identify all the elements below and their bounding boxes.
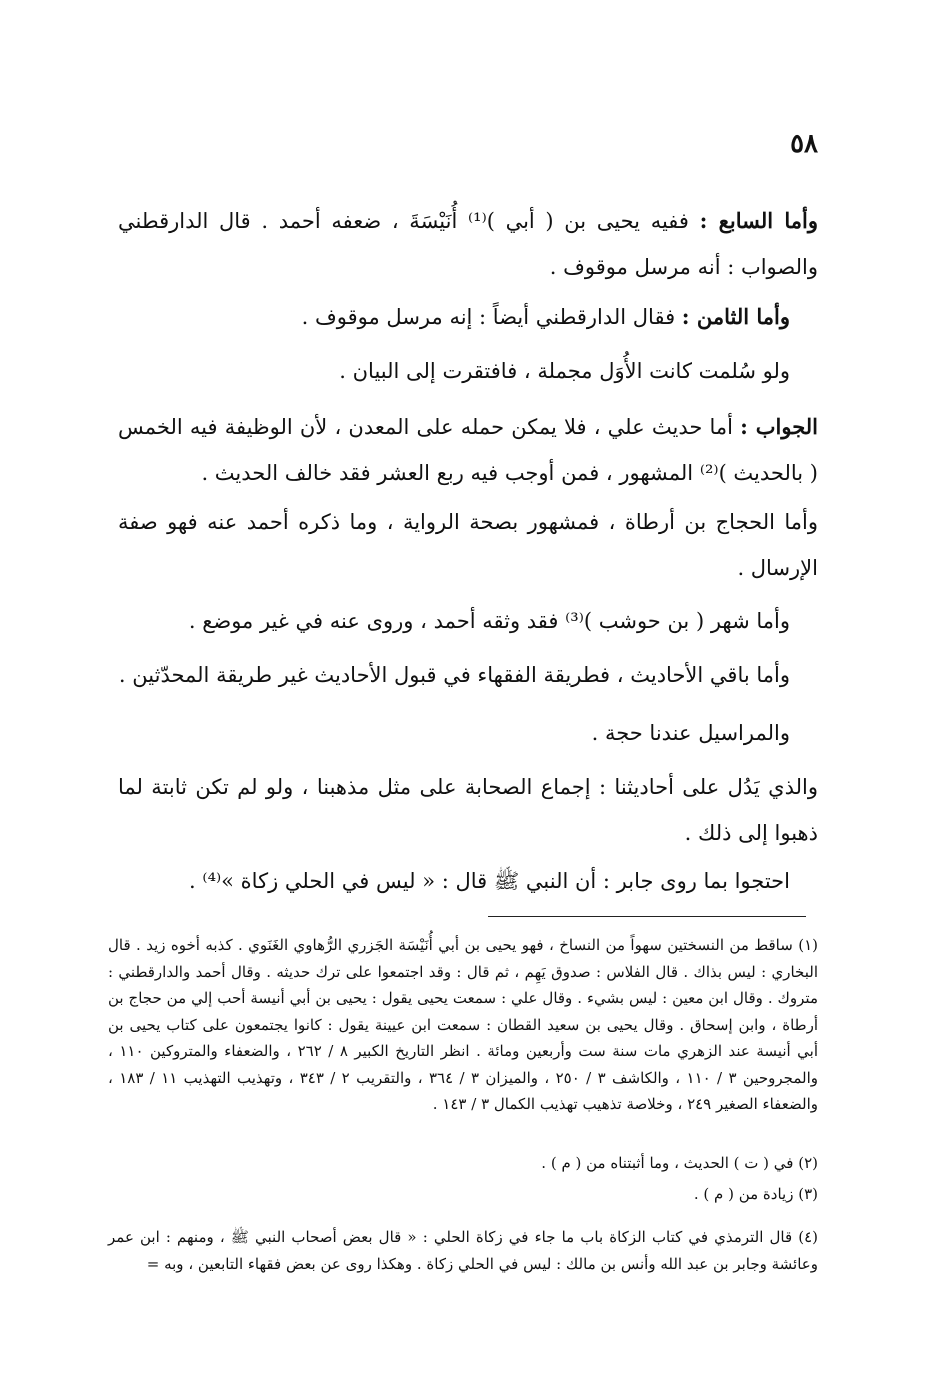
- paragraph-eighth: [118, 294, 818, 340]
- footnote-3: (٣) زيادة من ( م ) .: [693, 1185, 818, 1203]
- paragraph-label: الجواب :: [740, 414, 818, 439]
- footnote-divider: [488, 916, 806, 917]
- footnote-1: (١) ساقط من النسختين سهواً من النساخ ، فهو يحيى بن أبي أُنَيْسَة الجَزري الرُّهاوي الغَنَوي . كذبه أخوه زيد . قال البخاري : ليس بذاك . قال الفلاس : صدوق يَهِم ، ثم قال : وقد اجتمعوا على ترك حديثه . وقال أحمد والدارقطني : متروك . وقال ابن معين : ليس بشيء . وقال علي : سمعت يحيى يقول : يحيى بن أبي أنيسة أحب إلي من حجاج بن أرطاة ، وابن إسحاق . وقال يحيى بن سعيد القطان : سمعت ابن عيينة يقول : كانوا يجتمعون على كتاب يحيى بن أبي أنيسة عند الزهري مات سنة ست وأربعين ومائة . انظر التاريخ الكبير ٨ / ٢٦٢ ، والضعفاء والمتروكين ١١٠ ، والمجروحين ٣ / ١١٠ ، والكاشف ٣ / ٢٥٠ ، والميزان ٣ / ٣٦٤ ، والتقريب ٢ / ٣٤٣ ، وتهذيب التهذيب ١١ / ١٨٣ ، والضعفاء الصغير ٢٤٩ ، وخلاصة تذهيب تهذيب الكمال ٣ / ١٤٣ .: [108, 936, 818, 1113]
- paragraph-remaining-hadiths: [118, 652, 818, 698]
- footnote-4: (٤) قال الترمذي في كتاب الزكاة باب ما جاء في زكاة الحلي : « قال بعض أصحاب النبي ﷺ ، ومنهم : ابن عمر وعائشة وجابر بن عبد الله وأنس بن مالك : ليس في الحلي زكاة . وهكذا روى عن بعض فقهاء التابعين ، وبه =: [108, 1228, 818, 1273]
- paragraph-text: ففيه يحيى بن ( أبي )⁽¹⁾ أُنَيْسَةَ ، ضعفه أحمد . قال الدارقطني والصواب : أنه مرسل موقوف .: [118, 209, 818, 279]
- paragraph-text: ولو سُلمت كانت الأُوَل مجملة ، فافتقرت إلى البيان .: [339, 359, 790, 383]
- paragraph-hajjaj: [118, 499, 818, 591]
- paragraph-text: وأما الحجاج بن أرطاة ، فمشهور بصحة الرواية ، وما ذكره أحمد عنه فهو صفة الإرسال .: [118, 510, 818, 580]
- paragraph-concession: [118, 348, 818, 394]
- paragraph-seventh: [118, 198, 818, 290]
- paragraph-text: وأما باقي الأحاديث ، فطريقة الفقهاء في قبول الأحاديث غير طريقة المحدّثين .: [118, 663, 790, 687]
- paragraph-text: والمراسيل عندنا حجة .: [591, 721, 790, 745]
- paragraph-text: فقال الدارقطني أيضاً : إنه مرسل موقوف .: [301, 305, 676, 329]
- paragraph-label: وأما السابع :: [699, 208, 818, 233]
- paragraph-label: وأما الثامن :: [681, 304, 790, 329]
- paragraph-consensus: [118, 764, 818, 856]
- paragraph-text: والذي يَدُل على أحاديثنا : إجماع الصحابة على مثل مذهبنا ، ولو لم تكن ثابتة لما ذهبوا إلى ذلك .: [118, 775, 818, 845]
- footnote-2: (٢) في ( ت ) الحديث ، وما أثبتناه من ( م ) .: [541, 1154, 818, 1172]
- paragraph-mursal: [118, 710, 818, 756]
- paragraph-text: أما حديث علي ، فلا يمكن حمله على المعدن ، لأن الوظيفة فيه الخمس ( بالحديث )⁽²⁾ المشهور ، فمن أوجب فيه ربع العشر فقد خالف الحديث .: [118, 415, 818, 485]
- paragraph-shahr: [118, 598, 818, 644]
- paragraph-text: احتجوا بما روى جابر : أن النبي ﷺ قال : « ليس في الحلي زكاة »⁽⁴⁾ .: [189, 869, 790, 893]
- paragraph-jabir: [118, 858, 818, 904]
- paragraph-answer: [118, 404, 818, 496]
- page-number: ٥٨: [790, 129, 818, 159]
- paragraph-text: وأما شهر ( بن حوشب )⁽³⁾ فقد وثقه أحمد ، وروى عنه في غير موضع .: [188, 609, 790, 633]
